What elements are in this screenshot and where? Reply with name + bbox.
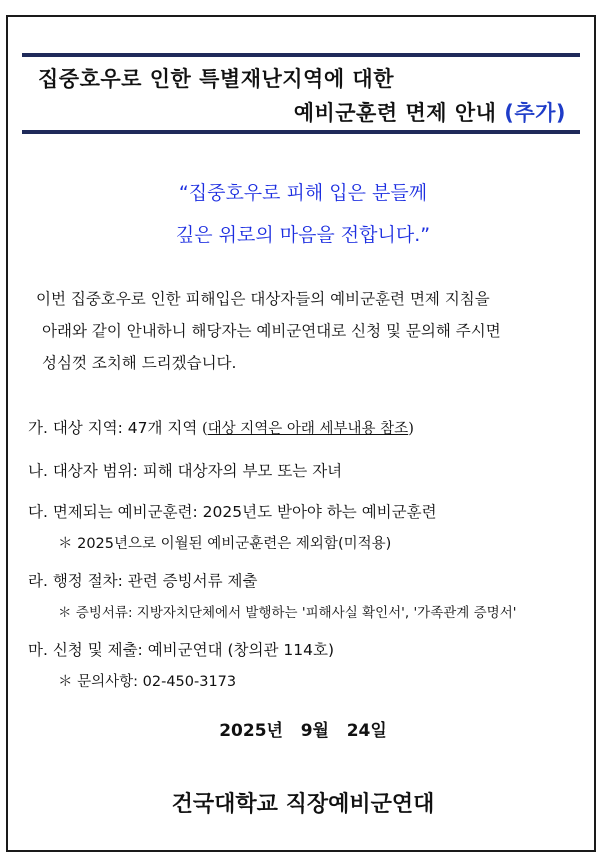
item-ga-note: 대상 지역은 아래 세부내용 참조	[207, 421, 409, 437]
item-ga-text: 가. 대상 지역: 47개 지역	[28, 419, 198, 437]
title-suffix: (추가)	[504, 101, 566, 125]
organization-name: 건국대학교 직장예비군연대	[171, 792, 435, 817]
item-na: 나. 대상자 범위: 피해 대상자의 부모 또는 자녀	[28, 462, 343, 480]
title-main: 예비군훈련 면제 안내	[293, 101, 505, 125]
item-da-sub: ＊ 2025년으로 이월된 예비군훈련은 제외함(미적용)	[58, 536, 392, 552]
item-da: 다. 면제되는 예비군훈련: 2025년도 받아야 하는 예비군훈련	[28, 503, 437, 521]
item-ga-note-open: (	[197, 421, 208, 437]
quote-line-1: “집중호우로 피해 입은 분들께	[178, 182, 428, 204]
intro-line-2: 아래와 같이 안내하니 해당자는 예비군연대로 신청 및 문의해 주시면	[42, 322, 501, 340]
item-ra-sub: ＊ 증빙서류: 지방자치단체에서 발행하는 '피해사실 확인서', '가족관계 증명서'	[58, 605, 517, 621]
item-ga-note-close: )	[408, 421, 414, 437]
title-line-2	[294, 97, 566, 127]
title-top-rule	[22, 53, 580, 57]
item-ga	[28, 416, 414, 438]
item-ma-sub: ＊ 문의사항: 02-450-3173	[58, 674, 237, 690]
title-bottom-rule	[22, 130, 580, 134]
quote-line-2: 깊은 위로의 마음을 전합니다.”	[175, 224, 431, 246]
item-ra: 라. 행정 절차: 관련 증빙서류 제출	[28, 572, 258, 590]
title-line-1: 집중호우로 인한 특별재난지역에 대한	[38, 67, 395, 91]
intro-line-3: 성심껏 조치해 드리겠습니다.	[42, 354, 237, 372]
intro-line-1: 이번 집중호우로 인한 피해입은 대상자들의 예비군훈련 면제 지침을	[36, 290, 490, 308]
item-ma: 마. 신청 및 제출: 예비군연대 (창의관 114호)	[28, 641, 334, 659]
notice-date: 2025년 9월 24일	[219, 721, 387, 741]
